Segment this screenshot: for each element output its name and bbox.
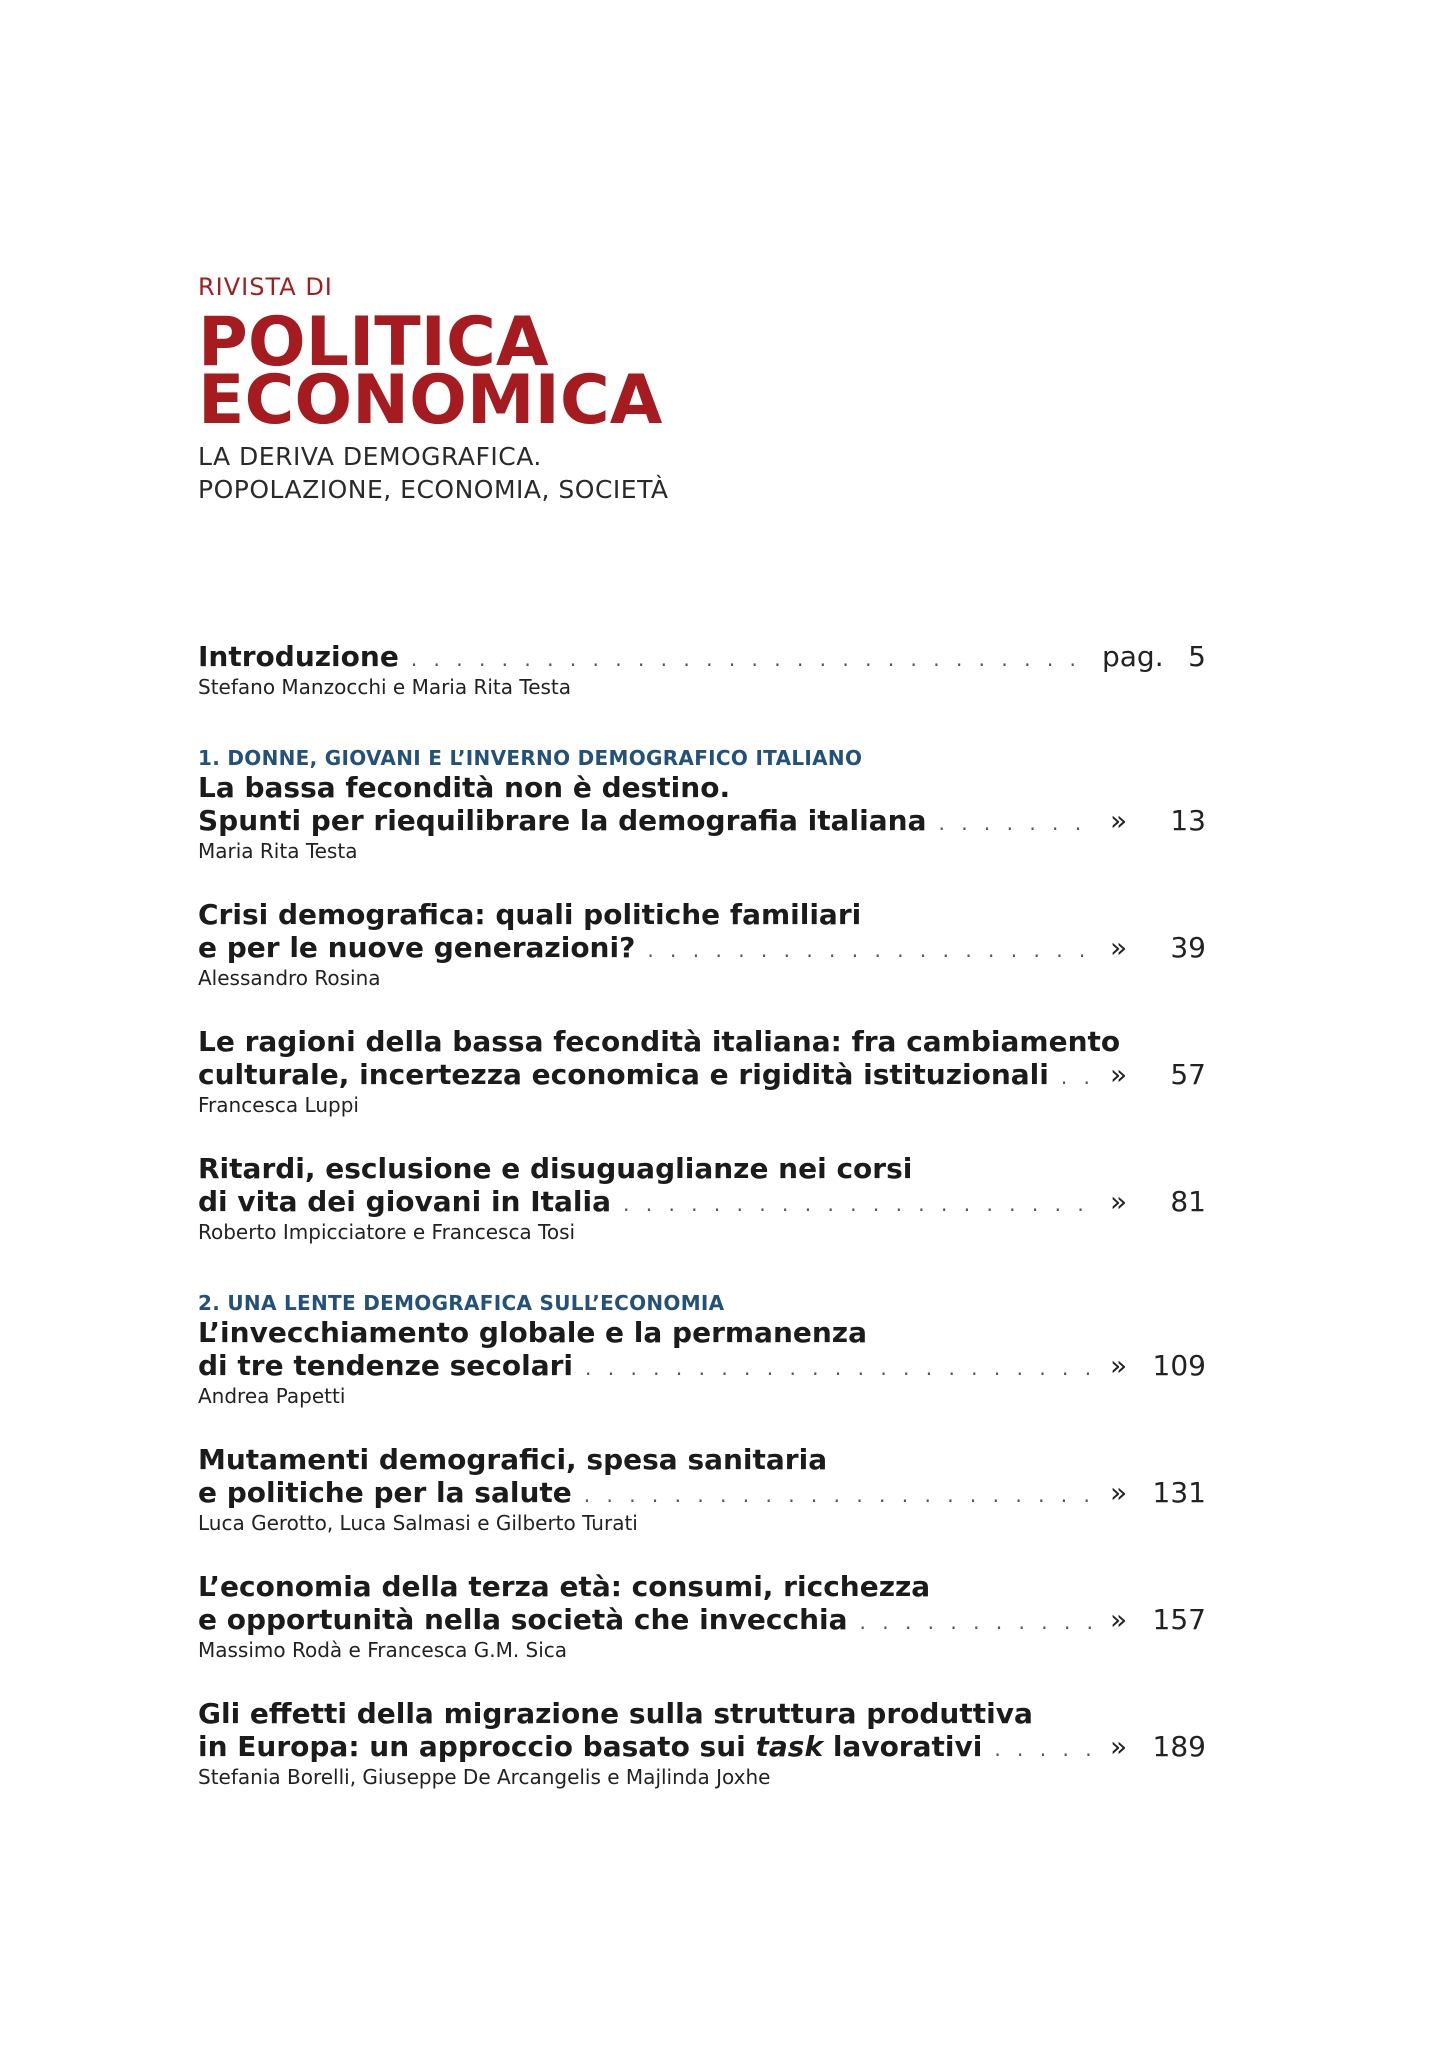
title-italic-term: task xyxy=(755,1730,824,1763)
toc-entry-title-line-2: Spunti per riequilibrare la demografia italiana xyxy=(198,804,927,837)
toc-entry-author: Roberto Impicciatore e Francesca Tosi xyxy=(198,1220,576,1244)
toc-entry-author: Maria Rita Testa xyxy=(198,839,358,863)
dot-leader xyxy=(584,1483,1098,1507)
toc-entry-introduzione[interactable] xyxy=(198,640,1206,701)
toc-entry-author: Stefano Manzocchi e Maria Rita Testa xyxy=(198,675,572,699)
toc-entry-title-line-1: L’invecchiamento globale e la permanenza xyxy=(198,1316,867,1349)
page-number: 13 xyxy=(1170,804,1206,837)
page-number: 189 xyxy=(1152,1730,1206,1763)
toc-entry-title-line-1: Gli effetti della migrazione sulla struttura produttiva xyxy=(198,1697,1033,1730)
dot-leader xyxy=(411,647,1090,671)
page-marker: » xyxy=(1110,931,1128,964)
page-marker: » xyxy=(1110,804,1128,837)
title-text: lavorativi xyxy=(823,1730,983,1763)
dot-leader xyxy=(938,811,1098,835)
page-marker: » xyxy=(1110,1058,1128,1091)
page-number: 109 xyxy=(1152,1349,1206,1382)
toc-entry-title-line-1: La bassa fecondità non è destino. xyxy=(198,771,731,804)
toc-entry[interactable] xyxy=(198,1152,1206,1246)
toc-entry-title-line-2: e opportunità nella società che invecchia xyxy=(198,1603,848,1636)
toc-entry-row xyxy=(198,1185,1206,1218)
page-marker: » xyxy=(1110,1603,1128,1636)
issue-subtitle xyxy=(198,440,1198,506)
toc-entry-row xyxy=(198,1476,1206,1509)
page-marker: » xyxy=(1110,1476,1128,1509)
toc-entry[interactable] xyxy=(198,1316,1206,1410)
section-heading-1: 1. DONNE, GIOVANI E L’INVERNO DEMOGRAFICO ITALIANO xyxy=(198,746,863,770)
toc-entry-title-line-1: Crisi demografica: quali politiche familiari xyxy=(198,898,862,931)
journal-title-line-1: POLITICA xyxy=(198,303,549,382)
page-number: 5 xyxy=(1188,640,1206,673)
toc-entry-title-line-1: Mutamenti demografici, spesa sanitaria xyxy=(198,1443,828,1476)
toc-entry-row xyxy=(198,1603,1206,1636)
masthead xyxy=(198,272,1198,506)
dot-leader xyxy=(585,1356,1098,1380)
page-marker: » xyxy=(1110,1730,1128,1763)
toc-entry-title-line-2: di tre tendenze secolari xyxy=(198,1349,574,1382)
page-number: 81 xyxy=(1170,1185,1206,1218)
toc-entry-title: Introduzione xyxy=(198,640,399,673)
toc-entry-title-line-1: Ritardi, esclusione e disuguaglianze nei corsi xyxy=(198,1152,913,1185)
page-number: 57 xyxy=(1170,1058,1206,1091)
toc-entry[interactable] xyxy=(198,1570,1206,1664)
issue-subtitle-line-1: LA DERIVA DEMOGRAFICA. xyxy=(198,442,542,471)
toc-entry-author: Massimo Rodà e Francesca G.M. Sica xyxy=(198,1638,568,1662)
issue-subtitle-line-2: POPOLAZIONE, ECONOMIA, SOCIETÀ xyxy=(198,475,669,504)
page-marker: pag. xyxy=(1102,640,1164,673)
toc-entry-row xyxy=(198,804,1206,837)
toc-entry[interactable] xyxy=(198,771,1206,865)
journal-kicker: RIVISTA DI xyxy=(198,273,333,301)
page-marker: » xyxy=(1110,1349,1128,1382)
toc-entry-title-line-2: e per le nuove generazioni? xyxy=(198,931,636,964)
journal-title-line-2: ECONOMICA xyxy=(198,361,663,440)
section-heading-2: 2. UNA LENTE DEMOGRAFICA SULL’ECONOMIA xyxy=(198,1291,725,1315)
toc-entry[interactable] xyxy=(198,898,1206,992)
dot-leader xyxy=(647,938,1098,962)
dot-leader xyxy=(623,1192,1098,1216)
toc-entry-author: Francesca Luppi xyxy=(198,1093,359,1117)
dot-leader xyxy=(994,1737,1098,1761)
page-number: 39 xyxy=(1170,931,1206,964)
toc-entry-title-line-1: L’economia della terza età: consumi, ricchezza xyxy=(198,1570,931,1603)
title-text: in Europa: un approccio basato sui xyxy=(198,1730,756,1763)
toc-entry[interactable] xyxy=(198,1697,1206,1791)
toc-entry-author: Andrea Papetti xyxy=(198,1384,346,1408)
toc-entry-title-line-2: e politiche per la salute xyxy=(198,1476,572,1509)
table-of-contents xyxy=(198,640,1206,1791)
page-number: 131 xyxy=(1152,1476,1206,1509)
toc-entry-title-line-2: culturale, incertezza economica e rigidità istituzionali xyxy=(198,1058,1049,1091)
toc-entry[interactable] xyxy=(198,1443,1206,1537)
toc-entry-row xyxy=(198,640,1206,673)
page-number: 157 xyxy=(1152,1603,1206,1636)
toc-entry-author: Alessandro Rosina xyxy=(198,966,381,990)
toc-entry-row xyxy=(198,1058,1206,1091)
toc-entry-row xyxy=(198,931,1206,964)
toc-entry-author: Stefania Borelli, Giuseppe De Arcangelis e Majlinda Joxhe xyxy=(198,1765,771,1789)
page-marker: » xyxy=(1110,1185,1128,1218)
toc-entry-author: Luca Gerotto, Luca Salmasi e Gilberto Turati xyxy=(198,1511,638,1535)
dot-leader xyxy=(1061,1065,1098,1089)
toc-entry-title-line-1: Le ragioni della bassa fecondità italiana: fra cambiamento xyxy=(198,1025,1121,1058)
toc-entry-row xyxy=(198,1730,1206,1763)
toc-entry-title-line-2 xyxy=(198,1730,982,1763)
toc-entry[interactable] xyxy=(198,1025,1206,1119)
dot-leader xyxy=(860,1610,1098,1634)
toc-entry-row xyxy=(198,1349,1206,1382)
toc-entry-title-line-2: di vita dei giovani in Italia xyxy=(198,1185,612,1218)
